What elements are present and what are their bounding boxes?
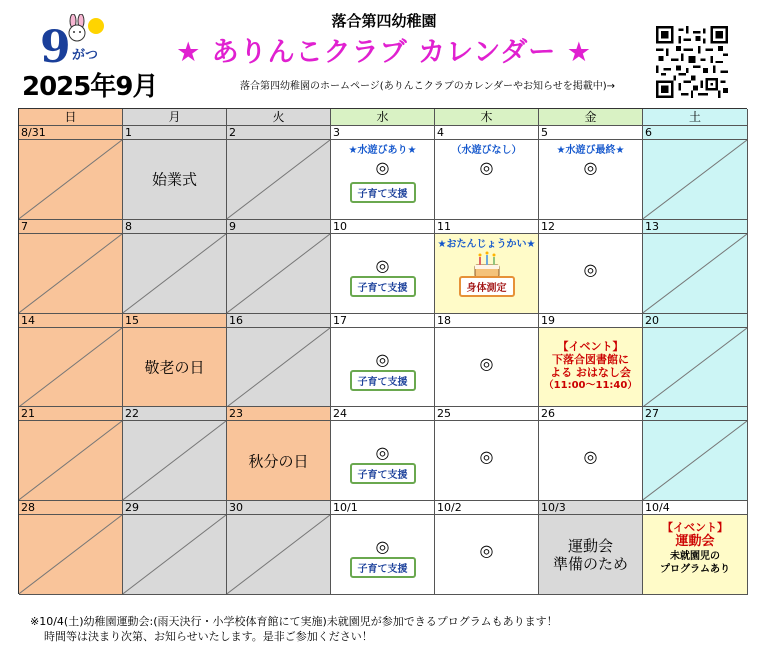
day-note: ★水遊び最終★ (556, 145, 625, 156)
footer-line-2: 時間等は決まり次第、お知らせいたします。是非ご参加ください！ (44, 630, 373, 643)
calendar-day-cell (123, 126, 227, 220)
day-body (643, 421, 747, 500)
calendar-day-cell (539, 407, 643, 501)
day-body (123, 515, 226, 594)
day-label: 始業式 (151, 170, 197, 189)
closed-day-slash (123, 421, 226, 500)
calendar-day-cell (331, 407, 435, 501)
day-body (123, 140, 226, 219)
calendar-day-cell (123, 501, 227, 595)
day-number: 10/2 (437, 501, 462, 515)
day-number: 21 (21, 407, 35, 421)
logo-text: がつ (72, 48, 99, 63)
event-line: 【イベント】 (557, 339, 624, 353)
day-number: 6 (645, 126, 652, 139)
day-body (435, 515, 538, 594)
calendar-day-cell (227, 407, 331, 501)
day-body (539, 328, 642, 407)
closed-day-slash (19, 234, 122, 313)
calendar-day-cell (331, 501, 435, 595)
day-body (539, 234, 642, 313)
day-body (643, 234, 747, 313)
qr-code-icon[interactable] (656, 26, 728, 98)
closed-day-slash (643, 328, 747, 407)
day-number: 26 (541, 407, 555, 421)
day-body (331, 515, 434, 594)
day-number-bar (123, 220, 226, 234)
open-day-mark: ◎ (479, 158, 494, 177)
program-tag: 子育て支援 (350, 182, 416, 203)
open-day-mark: ◎ (479, 447, 494, 467)
day-number: 28 (21, 501, 35, 515)
day-number: 16 (229, 313, 243, 327)
day-body (331, 140, 434, 219)
day-number: 14 (21, 313, 35, 327)
calendar-day-cell (539, 126, 643, 220)
day-body (643, 140, 747, 219)
month-label: 2025年9月 (22, 72, 158, 102)
day-body (643, 515, 747, 594)
day-label (539, 537, 642, 573)
day-body (331, 234, 434, 313)
weekday-header: 月 (123, 109, 227, 126)
day-body (435, 140, 538, 219)
day-number: 10/1 (333, 501, 358, 515)
day-note: ★水遊びあり★ (348, 145, 417, 156)
day-number: 15 (125, 313, 139, 327)
day-number: 10 (333, 219, 347, 233)
day-body (123, 234, 226, 313)
footer-note (30, 614, 558, 644)
calendar-day-cell (539, 220, 643, 314)
day-number: 11 (437, 219, 451, 233)
day-number: 2 (229, 126, 236, 139)
day-number: 1 (125, 126, 132, 139)
event-line: （11:00～11:40） (543, 379, 638, 391)
calendar-day-cell (331, 126, 435, 220)
closed-day-slash (643, 234, 747, 313)
open-day-mark: ◎ (375, 158, 390, 177)
event-subline: プログラムあり (660, 564, 730, 576)
day-body (19, 328, 122, 407)
day-number: 30 (229, 501, 243, 515)
day-note: （水遊びなし） (451, 145, 522, 156)
closed-day-slash (19, 328, 122, 407)
calendar-day-cell (331, 220, 435, 314)
day-note: ★おたんじょうかい★ (437, 238, 536, 250)
open-day-mark: ◎ (375, 537, 390, 557)
day-number: 12 (541, 219, 555, 233)
calendar-day-cell (435, 407, 539, 501)
closed-day-slash (123, 515, 226, 594)
event-info (643, 521, 747, 576)
open-day-mark: ◎ (375, 255, 390, 275)
calendar-day-cell (227, 220, 331, 314)
weekday-header: 金 (539, 109, 643, 126)
closed-day-slash (19, 421, 122, 500)
day-number: 13 (645, 219, 659, 233)
closed-day-slash (227, 140, 330, 219)
kindergarten-name: 落合第四幼稚園 (331, 12, 437, 30)
day-body (331, 421, 434, 500)
closed-day-slash (643, 140, 747, 219)
calendar-day-cell (643, 501, 748, 595)
header (0, 0, 768, 104)
day-number-bar (227, 220, 330, 234)
day-number: 22 (125, 407, 139, 421)
calendar-day-cell (435, 501, 539, 595)
weekday-header: 土 (643, 109, 748, 126)
calendar-day-cell (227, 501, 331, 595)
day-number: 27 (645, 407, 659, 421)
program-tag: 身体測定 (459, 276, 515, 297)
day-number: 5 (541, 126, 548, 139)
calendar-day-cell (435, 314, 539, 408)
day-number: 9 (229, 219, 236, 233)
footer-line-1: ※10/4(土)幼稚園運動会:(雨天決行・小学校体育館にて実施)未就園児が参加できるプログラムもあります！ (30, 615, 558, 628)
day-number: 7 (21, 219, 28, 233)
weekday-header: 木 (435, 109, 539, 126)
day-number-bar (227, 126, 330, 140)
calendar-day-cell (19, 126, 123, 220)
weekday-header: 日 (19, 109, 123, 126)
program-tag: 子育て支援 (350, 557, 416, 578)
day-number-bar (331, 126, 434, 140)
calendar-day-cell (19, 314, 123, 408)
day-number: 20 (645, 313, 659, 327)
day-number: 8 (125, 219, 132, 233)
homepage-note: 落合第四幼稚園のホームページ(ありんこクラブのカレンダーやお知らせを掲載中)→ (240, 81, 616, 92)
program-tag: 子育て支援 (350, 370, 416, 391)
open-day-mark: ◎ (479, 541, 494, 561)
event-line: 【イベント】 (662, 521, 728, 535)
day-number-bar (123, 126, 226, 140)
day-body (19, 140, 122, 219)
calendar-day-cell (123, 314, 227, 408)
day-body (539, 515, 642, 594)
calendar-day-cell (19, 407, 123, 501)
calendar-day-cell (227, 126, 331, 220)
day-body (331, 328, 434, 407)
day-body (123, 421, 226, 500)
day-body (123, 328, 226, 407)
day-body (227, 421, 330, 500)
day-body (227, 328, 330, 407)
day-body (19, 421, 122, 500)
closed-day-slash (19, 515, 122, 594)
event-line: よる おはなし会 (550, 365, 631, 379)
calendar-day-cell (123, 220, 227, 314)
day-number: 10/4 (645, 501, 670, 515)
day-body (227, 234, 330, 313)
calendar-day-cell (643, 220, 748, 314)
weekday-header: 水 (331, 109, 435, 126)
event-subline: 未就園児の (670, 551, 720, 563)
day-number: 24 (333, 407, 347, 421)
calendar-grid (18, 108, 747, 594)
day-number: 19 (541, 313, 555, 327)
day-number-bar (539, 126, 642, 140)
day-number: 10/3 (541, 501, 566, 515)
calendar-day-cell (539, 501, 643, 595)
logo-number: 9 (40, 22, 71, 73)
day-number: 8/31 (21, 126, 46, 139)
day-number-bar (643, 126, 747, 140)
event-line: 下落合図書館に (552, 352, 629, 366)
day-body (227, 515, 330, 594)
day-number: 25 (437, 407, 451, 421)
calendar-day-cell (539, 314, 643, 408)
program-tag: 子育て支援 (350, 463, 416, 484)
calendar-day-cell (19, 220, 123, 314)
day-label-line: 運動会 (567, 536, 613, 555)
day-body (643, 328, 747, 407)
closed-day-slash (227, 515, 330, 594)
program-tag: 子育て支援 (350, 276, 416, 297)
open-day-mark: ◎ (375, 443, 390, 463)
calendar-day-cell (435, 220, 539, 314)
day-body (227, 140, 330, 219)
day-body (435, 328, 538, 407)
open-day-mark: ◎ (479, 353, 494, 373)
page-title: ★ ありんこクラブ カレンダー ★ (176, 37, 592, 68)
day-label-line: 準備のため (552, 554, 628, 573)
open-day-mark: ◎ (583, 158, 598, 177)
calendar-day-cell (19, 501, 123, 595)
calendar-day-cell (331, 314, 435, 408)
open-day-mark: ◎ (583, 259, 598, 279)
open-day-mark: ◎ (375, 349, 390, 369)
calendar-day-cell (123, 407, 227, 501)
day-label: 秋分の日 (248, 452, 309, 471)
day-number-bar (19, 220, 122, 234)
calendar-day-cell (643, 126, 748, 220)
day-body (19, 515, 122, 594)
closed-day-slash (227, 328, 330, 407)
day-number: 29 (125, 501, 139, 515)
day-body (435, 421, 538, 500)
closed-day-slash (643, 421, 747, 500)
day-number: 23 (229, 407, 243, 421)
calendar-day-cell (435, 126, 539, 220)
event-line: 運動会 (675, 534, 715, 550)
open-day-mark: ◎ (583, 447, 598, 467)
day-body (435, 234, 538, 313)
day-number-bar (435, 126, 538, 140)
event-info (539, 340, 642, 392)
calendar-day-cell (227, 314, 331, 408)
weekday-header: 火 (227, 109, 331, 126)
day-number: 3 (333, 126, 340, 139)
day-number: 18 (437, 313, 451, 327)
day-label: 敬老の日 (144, 358, 205, 377)
calendar-day-cell (643, 407, 748, 501)
day-number: 17 (333, 313, 347, 327)
day-body (539, 421, 642, 500)
closed-day-slash (227, 234, 330, 313)
day-number: 4 (437, 126, 444, 139)
closed-day-slash (123, 234, 226, 313)
day-body (19, 234, 122, 313)
day-body (539, 140, 642, 219)
closed-day-slash (19, 140, 122, 219)
calendar-day-cell (643, 314, 748, 408)
